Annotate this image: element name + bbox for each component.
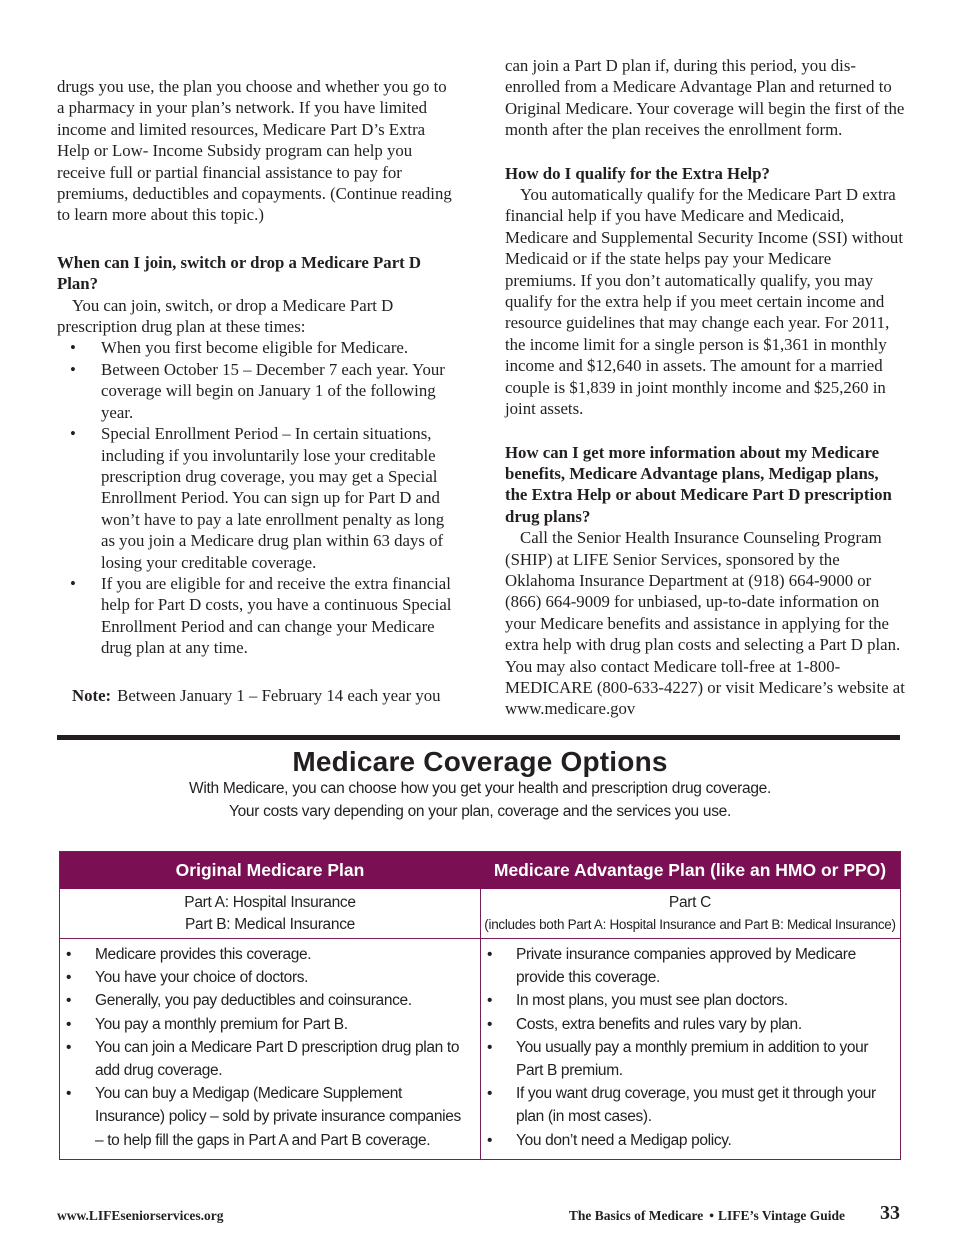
list-item: • When you first become eligible for Medicare. (57, 337, 453, 358)
original-medicare-list (60, 943, 475, 1152)
footer-guide-right: LIFE’s Vintage Guide (717, 1208, 845, 1223)
list-item: • Generally, you pay deductibles and coinsurance. (60, 989, 475, 1012)
right-column (505, 55, 905, 720)
list-item: • In most plans, you must see plan doctors. (481, 989, 896, 1012)
join-lead-paragraph: You can join, switch, or drop a Medicare Part D prescription drug plan at these times: (57, 295, 394, 337)
original-parts-cell (60, 892, 480, 936)
enrollment-times-list (57, 337, 453, 658)
medicare-advantage-list (481, 943, 896, 1152)
footer-bullet: • (709, 1208, 714, 1223)
part-c-label: Part C (668, 894, 712, 911)
row-divider (60, 938, 900, 939)
extra-help-paragraph: You automatically qualify for the Medicare Part D extra financial help if you have Medicare and Medicaid, Medicare and Supplemental Security Income (SSI) without Medicaid or if the state helps pay your Medicare premiums. If you don’t automatically qualify, you may qualify for the extra help if you meet certain income and resource guidelines that may change each year. For 2011, the income limit for a single person is $1,361 in monthly income and $12,640 in assets. The amount for a married couple is $1,839 in joint monthly income and $25,260 in joint assets. (505, 185, 903, 419)
page-number: 33 (880, 1202, 900, 1224)
list-item: • You usually pay a monthly premium in addition to your Part B premium. (481, 1036, 896, 1082)
medicare-advantage-header: Medicare Advantage Plan (like an HMO or PPO) (480, 852, 900, 889)
more-info-heading: How can I get more information about my Medicare benefits, Medicare Advantage plans, Medigap plans, the Extra Help or about Medicare Part D prescription drug plans? (505, 442, 892, 526)
list-item: • You have your choice of doctors. (60, 966, 475, 989)
list-item: • You don’t need a Medigap policy. (481, 1129, 896, 1152)
note-label: Note: (72, 685, 112, 705)
coverage-table (59, 851, 901, 1160)
list-item: • Private insurance companies approved by Medicare provide this coverage. (481, 943, 896, 989)
part-b-label: Part B: Medical Insurance (185, 916, 355, 933)
extra-help-heading: How do I qualify for the Extra Help? (505, 163, 770, 183)
coverage-title: Medicare Coverage Options (292, 746, 668, 777)
footer-guide-title (569, 1208, 845, 1224)
original-medicare-header: Original Medicare Plan (60, 852, 480, 889)
list-item: • You pay a monthly premium for Part B. (60, 1013, 475, 1036)
coverage-subtitle-2: Your costs vary depending on your plan, coverage and the services you use. (229, 803, 731, 820)
join-switch-drop-heading: When can I join, switch or drop a Medicare Part D Plan? (57, 252, 422, 294)
list-item: • Special Enrollment Period – In certain situations, including if you involuntarily lose your creditable prescription drug coverage, you may get a Special Enrollment Period. You can sign up for Part D and won’t have to pay a late enrollment penalty as long as you join a Medicare drug plan within 63 days of losing your creditable coverage. (57, 423, 453, 573)
part-a-label: Part A: Hospital Insurance (184, 894, 356, 911)
footer-guide-left: The Basics of Medicare (568, 1208, 704, 1223)
list-item: • If you are eligible for and receive the extra financial help for Part D costs, you have a continuous Special Enrollment Period and can change your Medicare drug plan at any time. (57, 573, 453, 659)
list-item: • Costs, extra benefits and rules vary by plan. (481, 1013, 896, 1036)
more-info-paragraph: Call the Senior Health Insurance Counseling Program (SHIP) at LIFE Senior Services, sponsored by the Oklahoma Insurance Department at (918) 664-9000 or (866) 664-9009 for unbiased, up-to-date information on your Medicare benefits and assistance in applying for the extra help with drug plan costs and selecting a Part D plan. You may also contact Medicare toll-free at 1-800-MEDICARE (800-633-4227) or visit Medicare’s website at www.medicare.gov (505, 528, 905, 719)
list-item: • You can buy a Medigap (Medicare Supplement Insurance) policy – sold by private insurance companies – to help fill the gaps in Part A and Part B coverage. (60, 1082, 475, 1152)
continuation-paragraph: can join a Part D plan if, during this period, you dis-enrolled from a Medicare Advantage Plan and returned to Original Medicare. Your coverage will begin the first of the month after the plan receives the enrollment form. (505, 56, 905, 140)
intro-paragraph: drugs you use, the plan you choose and whether you go to a pharmacy in your plan’s network. If you have limited income and limited resources, Medicare Part D’s Extra Help or Low- Income Subsidy program can help you receive full or partial financial assistance to pay for premiums, deductibles and copayments. (Continue reading to learn more about this topic.) (57, 77, 452, 225)
part-c-note: (includes both Part A: Hospital Insurance and Part B: Medical Insurance) (484, 917, 896, 932)
list-item: • You can join a Medicare Part D prescription drug plan to add drug coverage. (60, 1036, 475, 1082)
advantage-parts-cell (480, 892, 900, 936)
left-column (57, 76, 453, 706)
list-item: • If you want drug coverage, you must get it through your plan (in most cases). (481, 1082, 896, 1128)
list-item: • Between October 15 – December 7 each year. Your coverage will begin on January 1 of the following year. (57, 359, 453, 423)
note-paragraph (57, 685, 453, 706)
section-divider (57, 735, 900, 740)
footer-website: www.LIFEseniorservices.org (57, 1208, 224, 1223)
coverage-subtitle-1: With Medicare, you can choose how you get your health and prescription drug coverage. (189, 780, 771, 797)
note-text: Between January 1 – February 14 each year you (117, 685, 441, 705)
list-item: • Medicare provides this coverage. (60, 943, 475, 966)
